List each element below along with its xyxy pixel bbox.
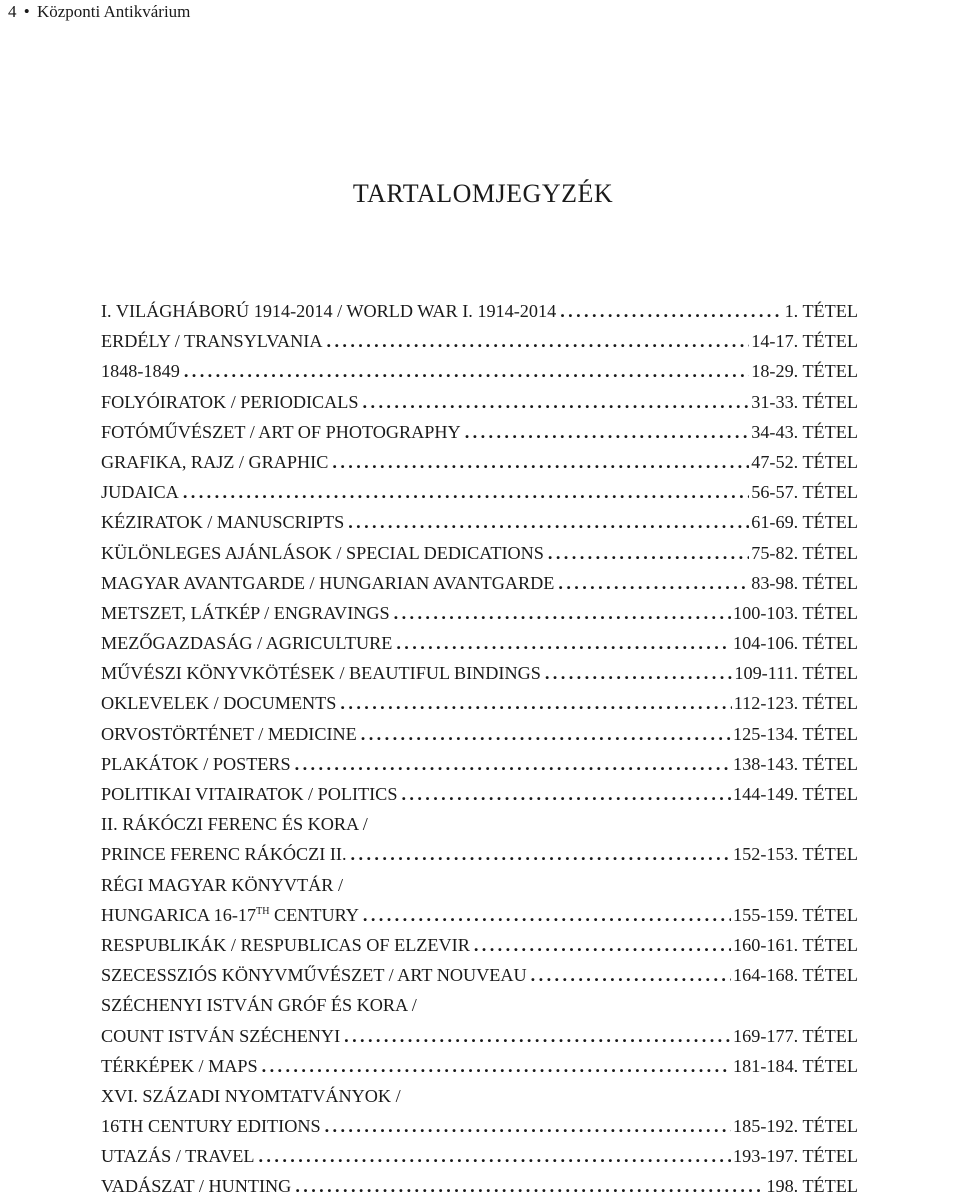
toc-entry-line: [101, 688, 858, 718]
dot-leader: [295, 1171, 764, 1201]
toc-entry-unit: TÉTEL: [802, 572, 858, 593]
toc-entry-item-range: 185-192.: [733, 1116, 799, 1137]
toc-entry[interactable]: [101, 568, 858, 598]
toc-entry[interactable]: [101, 930, 858, 960]
toc-entry-item-range: 112-123.: [733, 693, 799, 714]
toc-entry-item-range: 152-153.: [733, 844, 799, 865]
toc-entry-item-range: 75-82.: [751, 542, 799, 563]
dot-leader: [325, 1111, 731, 1141]
toc-entry-item-range: 14-17.: [751, 331, 799, 352]
toc-entry-label-text: KÜLÖNLEGES AJÁNLÁSOK / SPECIAL DEDICATIONS: [101, 542, 544, 563]
table-of-contents: [101, 296, 858, 1202]
toc-entry-unit: TÉTEL: [802, 784, 858, 804]
toc-entry-item-range: 160-161.: [733, 934, 799, 955]
dot-leader: [363, 900, 731, 930]
toc-entry-label: [101, 1021, 344, 1051]
toc-entry-reference: [731, 1051, 858, 1081]
toc-entry-unit: TÉTEL: [802, 301, 858, 321]
toc-entry[interactable]: [101, 749, 858, 779]
toc-entry-item-range: 1.: [784, 301, 799, 321]
toc-entry-label-text: MEZŐGAZDASÁG / AGRICULTURE: [101, 633, 393, 654]
toc-entry-label: [101, 658, 545, 688]
dot-leader: [327, 326, 750, 356]
toc-entry[interactable]: [101, 870, 858, 930]
toc-entry-item-range: 61-69.: [751, 512, 799, 533]
toc-entry-reference: [732, 688, 858, 718]
toc-entry[interactable]: [101, 688, 858, 718]
toc-entry-label: [101, 749, 295, 779]
toc-entry-line: [101, 1171, 858, 1201]
toc-entry-reference: [749, 477, 858, 507]
toc-entry-label: [101, 900, 363, 930]
toc-entry-unit: TÉTEL: [802, 542, 858, 563]
toc-entry-line: [101, 447, 858, 477]
toc-entry-unit: TÉTEL: [802, 1055, 858, 1076]
toc-entry-label: [101, 568, 558, 598]
toc-entry-item-range: 100-103.: [733, 602, 799, 623]
toc-entry-label: [101, 598, 394, 628]
toc-entry-unit: TÉTEL: [802, 965, 858, 986]
toc-entry[interactable]: [101, 779, 858, 809]
toc-entry-reference: [783, 296, 858, 326]
toc-entry-label-text: 16TH CENTURY EDITIONS: [101, 1116, 321, 1137]
toc-entry-label-text: ERDÉLY / TRANSYLVANIA: [101, 331, 323, 352]
toc-entry-item-range: 198.: [766, 1176, 799, 1197]
dot-leader: [465, 417, 750, 447]
dot-leader: [558, 568, 749, 598]
toc-entry-reference: [749, 417, 858, 447]
toc-entry-label-text: SZECESSZIÓS KÖNYVMŰVÉSZET / ART NOUVEAU: [101, 965, 527, 986]
dot-leader: [340, 688, 731, 718]
toc-entry[interactable]: [101, 447, 858, 477]
toc-entry-label-text: OKLEVELEK / DOCUMENTS: [101, 693, 337, 714]
toc-entry-line: [101, 296, 858, 326]
toc-entry-line: [101, 538, 858, 568]
toc-entry-reference: [731, 839, 858, 869]
toc-entry-line: [101, 387, 858, 417]
dot-leader: [474, 930, 731, 960]
toc-entry-label: [101, 719, 361, 749]
toc-entry-reference: [731, 779, 858, 809]
toc-entry-reference: [749, 326, 858, 356]
running-head: [8, 2, 190, 22]
toc-entry-line: [101, 930, 858, 960]
toc-entry-line: [101, 628, 858, 658]
toc-entry-label: [101, 1171, 295, 1201]
toc-entry-label-text: PLAKÁTOK / POSTERS: [101, 753, 291, 774]
toc-entry[interactable]: [101, 417, 858, 447]
toc-entry-label: [101, 387, 363, 417]
toc-entry-first-line: [101, 1081, 858, 1111]
toc-entry[interactable]: [101, 598, 858, 628]
dot-leader: [344, 1021, 731, 1051]
toc-entry-unit: TÉTEL: [802, 1025, 858, 1046]
toc-entry-label: [101, 507, 348, 537]
toc-entry-line: [101, 839, 858, 869]
toc-entry-line: [101, 568, 858, 598]
publisher-name: Központi Antikvárium: [36, 2, 191, 21]
toc-entry-item-range: 138-143.: [733, 753, 799, 774]
dot-leader: [348, 507, 749, 537]
toc-entry-label-line1: SZÉCHENYI ISTVÁN GRÓF ÉS KORA /: [101, 995, 417, 1016]
toc-entry-line: [101, 326, 858, 356]
toc-entry[interactable]: [101, 1141, 858, 1171]
toc-entry-reference: [731, 598, 858, 628]
toc-entry-label-line1: XVI. SZÁZADI NYOMTATVÁNYOK /: [101, 1085, 401, 1106]
toc-entry-line: [101, 598, 858, 628]
toc-entry-unit: TÉTEL: [802, 451, 858, 472]
toc-entry-first-line: [101, 809, 858, 839]
toc-entry-reference: [764, 1171, 858, 1201]
toc-entry-unit: TÉTEL: [802, 633, 858, 654]
toc-entry-line: [101, 900, 858, 930]
toc-entry-label-text: I. VILÁGHÁBORÚ 1914-2014 / WORLD WAR I. 1914-2014: [101, 301, 557, 321]
toc-entry[interactable]: [101, 326, 858, 356]
toc-entry-label: [101, 538, 548, 568]
toc-entry-item-range: 56-57.: [751, 482, 799, 503]
toc-entry-item-range: 193-197.: [733, 1146, 799, 1167]
dot-leader: [394, 598, 731, 628]
toc-entry-line: [101, 1141, 858, 1171]
toc-entry-line: [101, 779, 858, 809]
toc-entry-label-text: MŰVÉSZI KÖNYVKÖTÉSEK / BEAUTIFUL BINDINGS: [101, 663, 541, 684]
toc-entry-item-range: 164-168.: [733, 965, 799, 986]
toc-entry-unit: TÉTEL: [802, 753, 858, 774]
toc-entry-reference: [731, 1141, 858, 1171]
toc-entry-unit: TÉTEL: [802, 1116, 858, 1137]
dot-leader: [262, 1051, 731, 1081]
toc-entry[interactable]: [101, 477, 858, 507]
toc-entry-line: [101, 356, 858, 386]
toc-entry-reference: [749, 507, 858, 537]
toc-entry[interactable]: [101, 356, 858, 386]
toc-entry-label: [101, 960, 531, 990]
dot-leader: [351, 839, 732, 869]
toc-entry-unit: TÉTEL: [802, 482, 858, 503]
toc-entry[interactable]: [101, 387, 858, 417]
toc-entry-unit: TÉTEL: [802, 421, 858, 442]
toc-entry-item-range: 125-134.: [733, 723, 799, 744]
dot-leader: [363, 387, 750, 417]
toc-entry-line: [101, 507, 858, 537]
toc-entry-reference: [749, 447, 858, 477]
toc-entry-reference: [749, 568, 858, 598]
toc-entry-label: [101, 326, 327, 356]
toc-entry-reference: [731, 1021, 858, 1051]
dot-leader: [258, 1141, 731, 1171]
toc-entry-line: [101, 658, 858, 688]
toc-entry-unit: TÉTEL: [802, 693, 858, 714]
toc-entry-line: [101, 749, 858, 779]
toc-entry-label: [101, 839, 351, 869]
toc-entry-item-range: 169-177.: [733, 1025, 799, 1046]
toc-entry-unit: TÉTEL: [802, 391, 858, 412]
toc-entry-unit: TÉTEL: [802, 361, 858, 382]
toc-entry-label-text: VADÁSZAT / HUNTING: [101, 1176, 292, 1197]
toc-entry-label: [101, 296, 560, 326]
toc-entry-label: [101, 1111, 325, 1141]
bullet-separator: •: [23, 2, 30, 21]
toc-entry-unit: TÉTEL: [802, 663, 858, 684]
toc-entry-reference: [732, 658, 858, 688]
toc-entry-label-text: POLITIKAI VITAIRATOK / POLITICS: [101, 784, 398, 804]
page-number: 4: [8, 2, 17, 21]
toc-entry-label-text: FOLYÓIRATOK / PERIODICALS: [101, 391, 359, 412]
toc-entry-label-line1: II. RÁKÓCZI FERENC ÉS KORA /: [101, 814, 368, 835]
toc-entry-line: [101, 1111, 858, 1141]
toc-entry[interactable]: [101, 658, 858, 688]
toc-entry-label: [101, 930, 474, 960]
toc-entry-label-suffix: CENTURY: [269, 904, 359, 925]
toc-entry-line: [101, 719, 858, 749]
toc-entry-line: [101, 960, 858, 990]
dot-leader: [332, 447, 749, 477]
toc-entry-label-superscript: TH: [256, 905, 270, 917]
toc-entry[interactable]: [101, 628, 858, 658]
toc-entry[interactable]: [101, 1171, 858, 1201]
dot-leader: [361, 719, 731, 749]
toc-entry[interactable]: [101, 719, 858, 749]
toc-entry-first-line: [101, 990, 858, 1020]
dot-leader: [545, 658, 733, 688]
toc-entry-label-text: COUNT ISTVÁN SZÉCHENYI: [101, 1025, 341, 1046]
toc-entry-item-range: 83-98.: [751, 572, 799, 593]
toc-entry-item-range: 47-52.: [751, 451, 799, 472]
toc-entry-label-text: MAGYAR AVANTGARDE / HUNGARIAN AVANTGARDE: [101, 572, 555, 593]
toc-entry-unit: TÉTEL: [802, 331, 858, 352]
toc-entry-label-text: 1848-1849: [101, 361, 180, 382]
toc-entry[interactable]: [101, 1081, 858, 1141]
dot-leader: [401, 779, 731, 809]
toc-entry-item-range: 155-159.: [733, 904, 799, 925]
toc-entry-reference: [731, 900, 858, 930]
toc-entry-unit: TÉTEL: [802, 512, 858, 533]
toc-entry-reference: [731, 960, 858, 990]
toc-entry-reference: [749, 538, 858, 568]
toc-entry-label: [101, 417, 465, 447]
toc-entry-reference: [731, 930, 858, 960]
toc-entry-line: [101, 1051, 858, 1081]
toc-entry-label: [101, 779, 401, 809]
toc-entry-reference: [731, 628, 858, 658]
dot-leader: [295, 749, 731, 779]
toc-entry-unit: TÉTEL: [802, 1146, 858, 1167]
toc-entry-reference: [731, 1111, 858, 1141]
toc-entry[interactable]: [101, 507, 858, 537]
toc-entry-unit: TÉTEL: [802, 1176, 858, 1197]
toc-entry-label-text: ORVOSTÖRTÉNET / MEDICINE: [101, 723, 357, 744]
toc-entry-label-text: UTAZÁS / TRAVEL: [101, 1146, 255, 1167]
toc-entry-unit: TÉTEL: [802, 844, 858, 865]
toc-entry-label: [101, 1051, 262, 1081]
toc-entry-unit: TÉTEL: [802, 904, 858, 925]
toc-entry-item-range: 181-184.: [733, 1055, 799, 1076]
toc-entry-item-range: 104-106.: [733, 633, 799, 654]
toc-entry-label: [101, 447, 332, 477]
toc-entry-item-range: 31-33.: [751, 391, 799, 412]
toc-entry-label: [101, 1141, 258, 1171]
toc-entry-label-text: JUDAICA: [101, 482, 179, 503]
toc-entry-label-text: FOTÓMŰVÉSZET / ART OF PHOTOGRAPHY: [101, 421, 461, 442]
toc-entry-item-range: 34-43.: [751, 421, 799, 442]
toc-entry-item-range: 18-29.: [751, 361, 799, 382]
page-title: TARTALOMJEGYZÉK: [352, 179, 614, 209]
toc-entry[interactable]: [101, 1051, 858, 1081]
toc-entry-unit: TÉTEL: [802, 934, 858, 955]
toc-entry-reference: [731, 749, 858, 779]
toc-entry-reference: [749, 387, 858, 417]
toc-entry-label: [101, 356, 184, 386]
toc-entry-label-text: HUNGARICA 16-17: [101, 904, 257, 925]
toc-entry-item-range: 109-111.: [734, 663, 799, 684]
toc-entry-reference: [731, 719, 858, 749]
toc-entry-line: [101, 1021, 858, 1051]
toc-entry-item-range: 144-149.: [733, 784, 799, 804]
toc-entry[interactable]: [101, 990, 858, 1050]
toc-entry[interactable]: [101, 296, 858, 326]
toc-entry[interactable]: [101, 960, 858, 990]
toc-entry-line: [101, 417, 858, 447]
toc-entry-line: [101, 477, 858, 507]
toc-entry-label: [101, 688, 340, 718]
dot-leader: [531, 960, 731, 990]
toc-entry[interactable]: [101, 809, 858, 869]
toc-entry-label-text: RESPUBLIKÁK / RESPUBLICAS OF ELZEVIR: [101, 934, 470, 955]
toc-entry-label: [101, 477, 183, 507]
dot-leader: [184, 356, 749, 386]
toc-entry-first-line: [101, 870, 858, 900]
toc-entry-label-text: PRINCE FERENC RÁKÓCZI II.: [101, 844, 347, 865]
toc-entry-label-text: TÉRKÉPEK / MAPS: [101, 1055, 258, 1076]
toc-entry-label-text: KÉZIRATOK / MANUSCRIPTS: [101, 512, 345, 533]
toc-entry-reference: [749, 356, 858, 386]
toc-entry-label: [101, 628, 396, 658]
toc-entry-unit: TÉTEL: [802, 602, 858, 623]
toc-entry[interactable]: [101, 538, 858, 568]
toc-entry-label-text: GRAFIKA, RAJZ / GRAPHIC: [101, 451, 329, 472]
dot-leader: [560, 296, 782, 326]
dot-leader: [396, 628, 731, 658]
dot-leader: [183, 477, 749, 507]
dot-leader: [548, 538, 749, 568]
toc-entry-label-line1: RÉGI MAGYAR KÖNYVTÁR /: [101, 874, 343, 895]
toc-entry-label-text: METSZET, LÁTKÉP / ENGRAVINGS: [101, 602, 390, 623]
toc-entry-unit: TÉTEL: [802, 723, 858, 744]
